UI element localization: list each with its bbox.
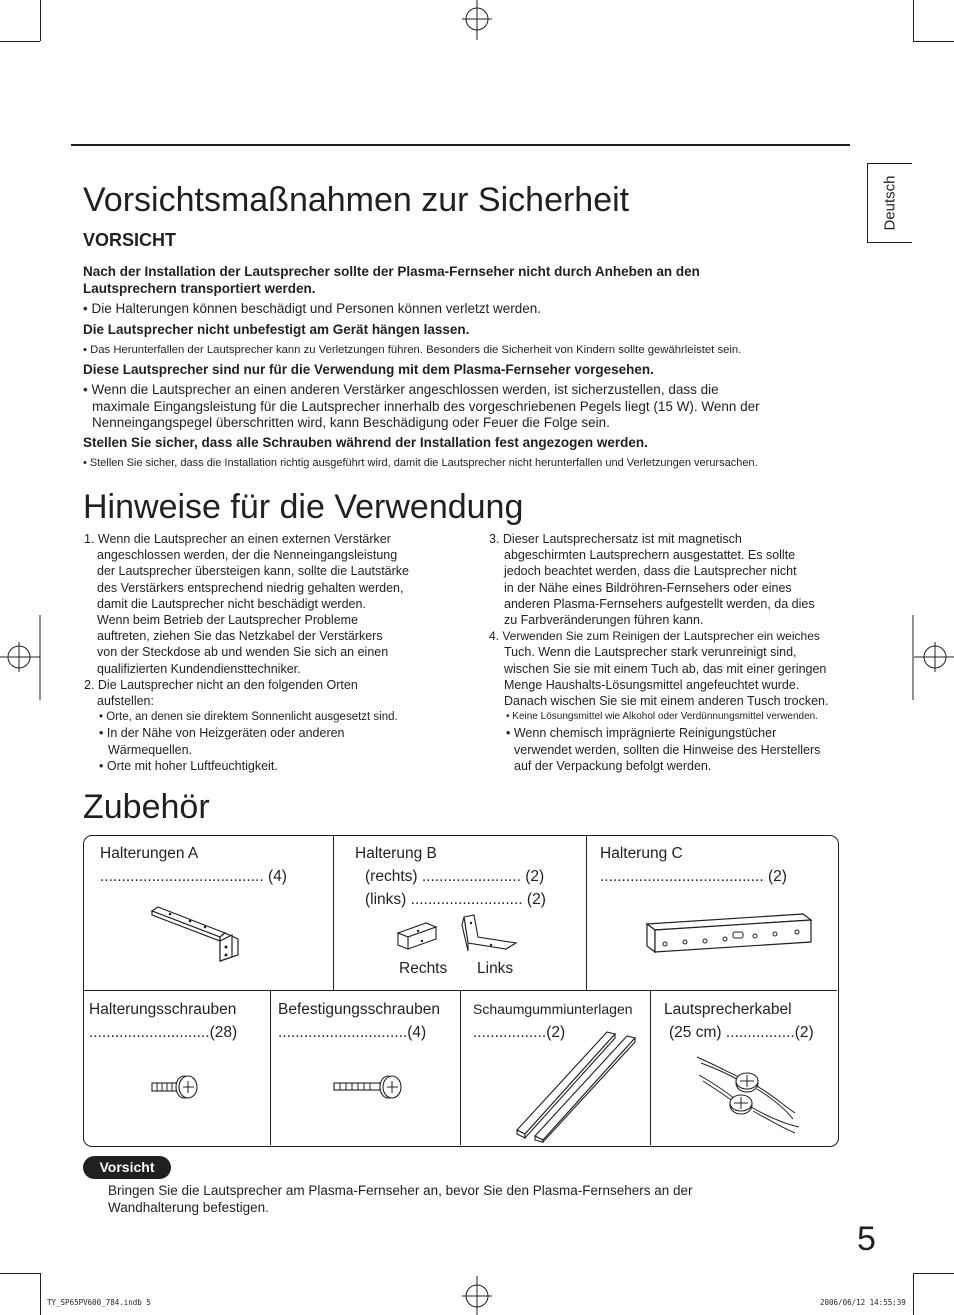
page-number: 5 bbox=[857, 1220, 876, 1258]
section-title-usage: Hinweise für die Verwendung bbox=[83, 488, 524, 526]
list-item: 1. Wenn die Lautsprecher an einen externen Verstärker bbox=[84, 532, 391, 546]
list-item: auftreten, ziehen Sie das Netzkabel der Verstärkers bbox=[97, 629, 383, 644]
caution-badge: Vorsicht bbox=[83, 1156, 171, 1179]
list-item: damit die Lautsprecher nicht beschädigt werden. bbox=[97, 596, 366, 611]
bracket-c-icon bbox=[645, 912, 813, 958]
list-item: wischen Sie sie mit einem Tuch ab, das mit einer geringen bbox=[504, 661, 827, 676]
warning-bold: Die Lautsprecher nicht unbefestigt am Gerät hängen lassen. bbox=[83, 322, 470, 337]
accessory-bracket-c: Halterung C ...................................... (2) bbox=[600, 845, 787, 885]
list-item: 3. Dieser Lautsprechersatz ist mit magnetisch bbox=[489, 532, 742, 546]
list-item: aufstellen: bbox=[97, 694, 154, 709]
list-item: Tuch. Wenn die Lautsprecher stark verunreinigt sind, bbox=[504, 645, 797, 660]
header-rule bbox=[71, 144, 850, 146]
foam-pad-icon bbox=[515, 1030, 641, 1144]
list-item: auf der Verpackung befolgt werden. bbox=[514, 758, 712, 773]
warning-bold: Nach der Installation der Lautsprecher sollte der Plasma-Fernseher nicht durch Anheben an den bbox=[83, 264, 700, 279]
list-item: der Lautsprecher übersteigen kann, sollte die Lautstärke bbox=[97, 564, 409, 579]
list-item: 4. Verwenden Sie zum Reinigen der Lautsprecher ein weiches bbox=[489, 629, 820, 644]
warning-bold: Stellen Sie sicher, dass alle Schrauben während der Installation fest angezogen werden. bbox=[83, 435, 648, 450]
warning-bullet: • Das Herunterfallen der Lautsprecher kann zu Verletzungen führen. Besonders die Sicherheit von Kindern sollte gewährleistet sein. bbox=[83, 344, 742, 356]
list-item: Wärmequellen. bbox=[108, 742, 193, 757]
caution-heading: VORSICHT bbox=[83, 230, 177, 250]
list-item: • In der Nähe von Heizgeräten oder anderen bbox=[99, 726, 345, 741]
screw-icon bbox=[150, 1075, 200, 1099]
list-item: anderen Plasma-Fernsehers aufgestellt werden, da dies bbox=[504, 596, 815, 611]
accessory-bracket-b: Halterung B (rechts) ....................... (2) (links) .......................... (2) bbox=[355, 845, 546, 908]
list-item: Wenn beim Betrieb der Lautsprecher Probleme bbox=[97, 613, 359, 628]
list-item: • Keine Lösungsmittel wie Alkohol oder Verdünnungsmittel verwenden. bbox=[506, 711, 819, 723]
label-links: Links bbox=[477, 960, 514, 977]
list-item: zu Farbveränderungen führen kann. bbox=[504, 613, 704, 628]
list-item: verwendet werden, sollten die Hinweise des Herstellers bbox=[514, 742, 821, 757]
warning-bullet: Nenneingangspegel überschritten wird, kann Beschädigung oder Feuer die Folge sein. bbox=[92, 415, 610, 430]
label-rechts: Rechts bbox=[399, 960, 448, 977]
footer-file: TY_SP65PV600_784.indb 5 bbox=[47, 1298, 151, 1307]
screw-long-icon bbox=[332, 1075, 404, 1099]
list-item: von der Steckdose ab und wenden Sie sich an einen bbox=[97, 645, 389, 660]
caution-note: Bringen Sie die Lautsprecher am Plasma-Fernseher an, bevor Sie den Plasma-Fernsehers an der Wandhalterung befestigen. bbox=[108, 1183, 693, 1215]
warning-bold: Diese Lautsprecher sind nur für die Verwendung mit dem Plasma-Fernseher vorgesehen. bbox=[83, 362, 654, 377]
list-item: • Orte mit hoher Luftfeuchtigkeit. bbox=[99, 758, 278, 773]
accessory-speaker-cable: Lautsprecherkabel (25 cm) ................(2) bbox=[664, 1001, 814, 1041]
list-item: Danach wischen Sie sie mit einem anderen Tusch trocken. bbox=[504, 694, 829, 709]
speaker-cable-icon bbox=[695, 1055, 805, 1135]
table-divider bbox=[650, 990, 651, 1145]
accessory-screws-fastening: Befestigungsschrauben ..............................(4) bbox=[278, 1001, 441, 1041]
footer-timestamp: 2006/06/12 14:55:39 bbox=[820, 1298, 906, 1307]
warning-bullet: • Stellen Sie sicher, dass die Installation richtig ausgeführt wird, damit die Lautsprecher nicht herunterfallen und Verletzungen verursachen. bbox=[83, 457, 758, 469]
list-item: angeschlossen werden, der die Nenneingangsleistung bbox=[97, 548, 398, 563]
list-item: in der Nähe eines Bildröhren-Fernsehers oder eines bbox=[504, 580, 792, 595]
warning-bullet: • Die Halterungen können beschädigt und Personen können verletzt werden. bbox=[83, 301, 542, 316]
accessory-foam-pads: Schaumgummiunterlagen .................(2) bbox=[473, 1001, 633, 1041]
warning-bold: Lautsprechern transportiert werden. bbox=[83, 281, 316, 296]
usage-right-column bbox=[489, 531, 828, 774]
list-item: Menge Haushalts-Lösungsmittel angefeuchtet wurde. bbox=[504, 677, 800, 692]
list-item: des Verstärkers entsprechend niedrig gehalten werden, bbox=[97, 580, 404, 595]
language-tab: Deutsch bbox=[867, 163, 912, 243]
list-item: jedoch beachtet werden, dass die Lautsprecher nicht bbox=[504, 564, 797, 579]
accessory-screws-bracket: Halterungsschrauben ............................(28) bbox=[89, 1001, 238, 1041]
list-item: abgeschirmten Lautsprechern ausgestattet. Es sollte bbox=[504, 548, 796, 563]
accessory-bracket-a: Halterungen A ...................................... (4) bbox=[100, 845, 287, 885]
usage-left-column bbox=[84, 531, 409, 774]
bracket-a-icon bbox=[150, 905, 240, 963]
section-title-safety: Vorsichtsmaßnahmen zur Sicherheit bbox=[83, 181, 630, 219]
table-divider bbox=[270, 990, 271, 1145]
table-divider bbox=[333, 836, 334, 990]
list-item: • Wenn chemisch imprägnierte Reinigungstücher bbox=[506, 726, 777, 741]
list-item: • Orte, an denen sie direktem Sonnenlicht ausgesetzt sind. bbox=[99, 711, 398, 724]
table-divider bbox=[586, 836, 587, 990]
warning-bullet: maximale Eingangsleistung für die Lautsprecher innerhalb des vorgeschriebenen Pegels liegt (15 W). Wenn der bbox=[92, 399, 760, 414]
list-item: qualifizierten Kundendiensttechniker. bbox=[97, 661, 301, 676]
section-title-accessories: Zubehör bbox=[83, 788, 210, 826]
bracket-b-icon bbox=[396, 913, 518, 953]
warning-bullet: • Wenn die Lautsprecher an einen anderen Verstärker angeschlossen werden, ist sicherzustellen, dass die bbox=[83, 382, 719, 397]
list-item: 2. Die Lautsprecher nicht an den folgenden Orten bbox=[84, 677, 358, 692]
table-divider bbox=[460, 990, 461, 1145]
